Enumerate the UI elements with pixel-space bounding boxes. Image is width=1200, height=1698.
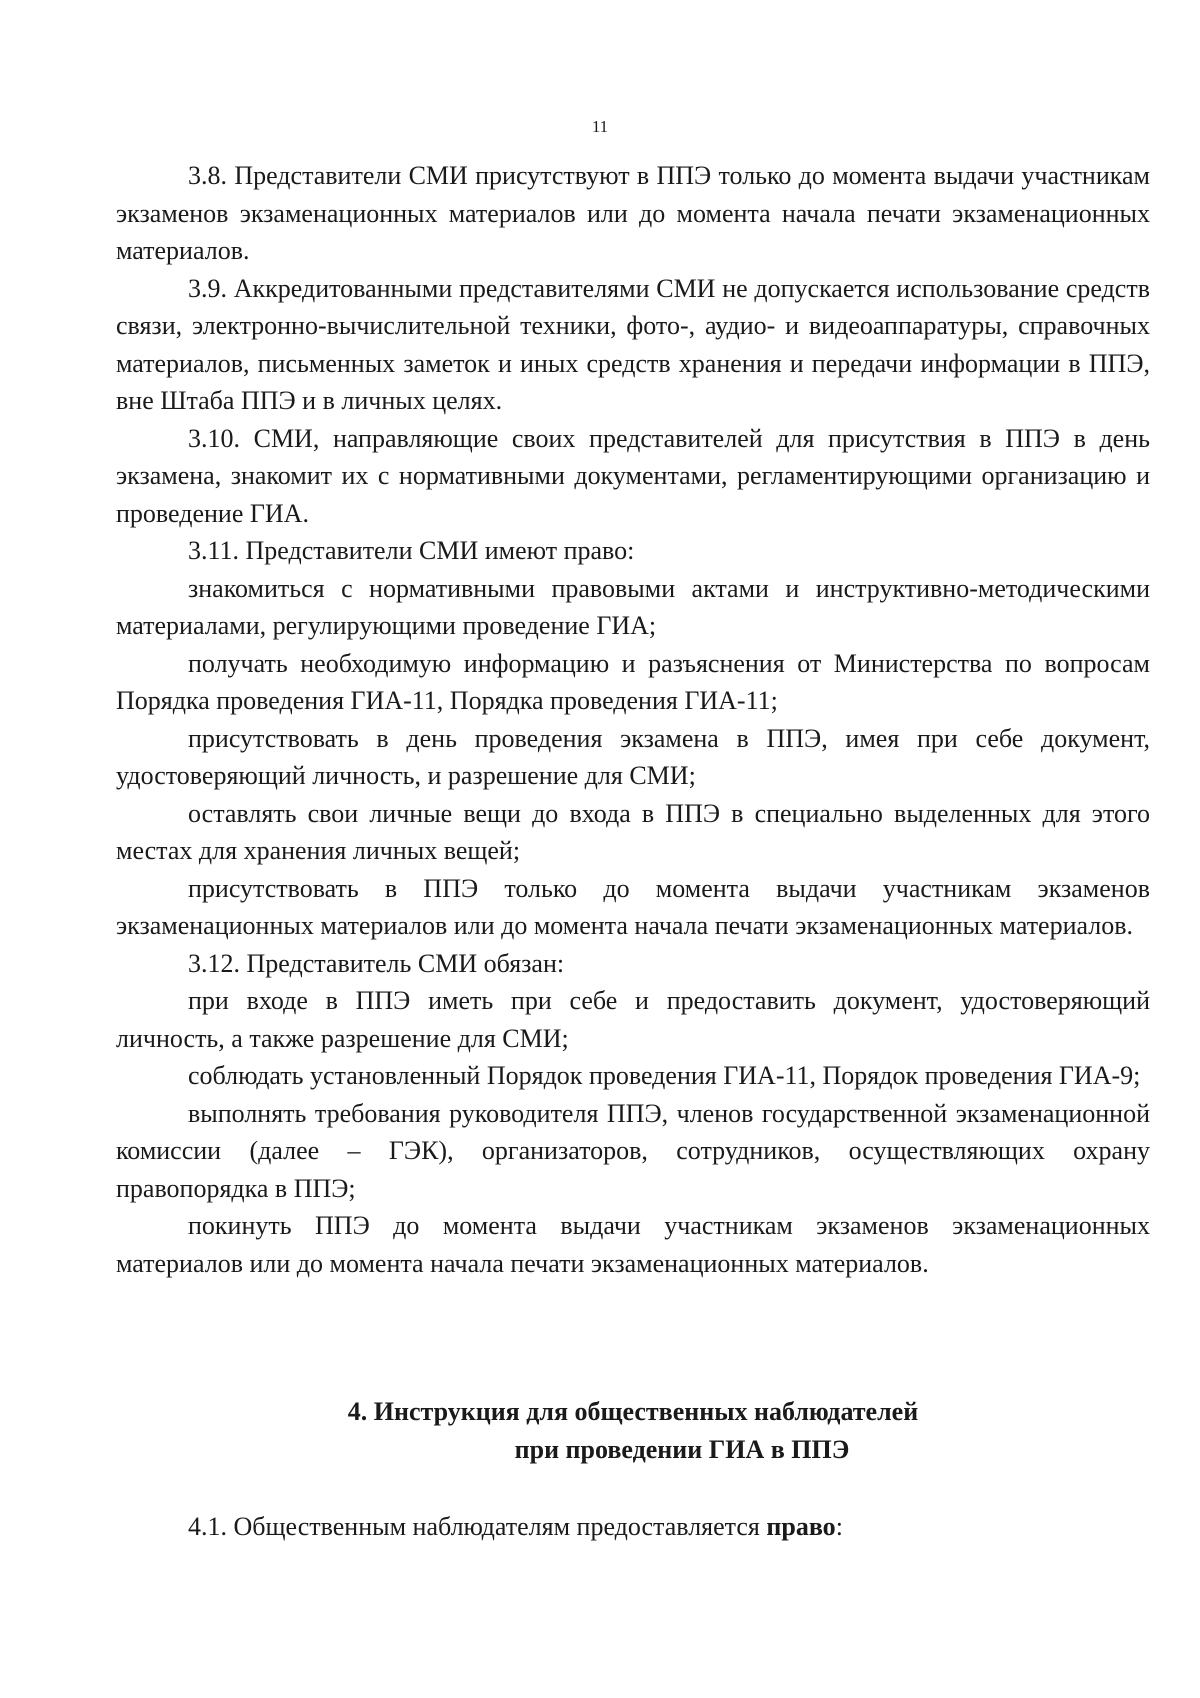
list-item: получать необходимую информацию и разъяснения от Министерства по вопросам Порядка проведения ГИА-11, Порядка проведения ГИА-11; (116, 648, 1150, 715)
list-item: оставлять свои личные вещи до входа в ППЭ в специально выделенных для этого местах для хранения личных вещей; (116, 798, 1150, 865)
paragraph-3-11: 3.11. Представители СМИ имеют право: (188, 536, 635, 565)
section-heading-line-2: при проведении ГИА в ППЭ (514, 1435, 850, 1464)
section-heading (116, 1393, 1150, 1469)
paragraph-4-1-bold: право (766, 1512, 836, 1541)
list-item: присутствовать в день проведения экзамена в ППЭ, имея при себе документ, удостоверяющий личность, и разрешение для СМИ; (116, 723, 1150, 790)
paragraph-4-1-suffix: : (835, 1512, 843, 1541)
paragraph-3-10: 3.10. СМИ, направляющие своих представителей для присутствия в ППЭ в день экзамена, знакомит их с нормативными документами, регламентирующими организацию и проведение ГИА. (116, 423, 1150, 528)
paragraph-3-8: 3.8. Представители СМИ присутствуют в ППЭ только до момента выдачи участникам экзаменов экзаменационных материалов или до момента начала печати экзаменационных материалов. (116, 161, 1150, 265)
paragraph-3-12: 3.12. Представитель СМИ обязан: (188, 948, 565, 978)
paragraph-4-1 (116, 1508, 1150, 1546)
paragraph-3-9: 3.9. Аккредитованными представителями СМИ не допускается использование средств связи, электронно-вычислительной техники, фото-, аудио- и видеоаппаратуры, справочных материалов, письменных заметок и иных средств хранения и передачи информации в ППЭ, вне Штаба ППЭ и в личных целях. (116, 273, 1150, 415)
document-body (116, 157, 1150, 1282)
list-item: покинуть ППЭ до момента выдачи участникам экзаменов экзаменационных материалов или до момента начала печати экзаменационных материалов. (116, 1211, 1150, 1278)
section-heading-line-1: 4. Инструкция для общественных наблюдателей (347, 1397, 919, 1426)
list-item: знакомиться с нормативными правовыми актами и инструктивно-методическими материалами, регулирующими проведение ГИА; (116, 573, 1150, 640)
list-item: соблюдать установленный Порядок проведения ГИА-11, Порядок проведения ГИА-9; (188, 1061, 1141, 1090)
page-number: 11 (591, 117, 609, 136)
list-item: выполнять требования руководителя ППЭ, членов государственной экзаменационной комиссии (далее – ГЭК), организаторов, сотрудников, осуществляющих охрану правопорядка в ППЭ; (116, 1098, 1150, 1203)
paragraph-4-1-text: 4.1. Общественным наблюдателям предоставляется (188, 1512, 767, 1541)
list-item: присутствовать в ППЭ только до момента выдачи участникам экзаменов экзаменационных материалов или до момента начала печати экзаменационных материалов. (116, 873, 1150, 940)
list-item: при входе в ППЭ иметь при себе и предоставить документ, удостоверяющий личность, а также разрешение для СМИ; (116, 986, 1150, 1053)
